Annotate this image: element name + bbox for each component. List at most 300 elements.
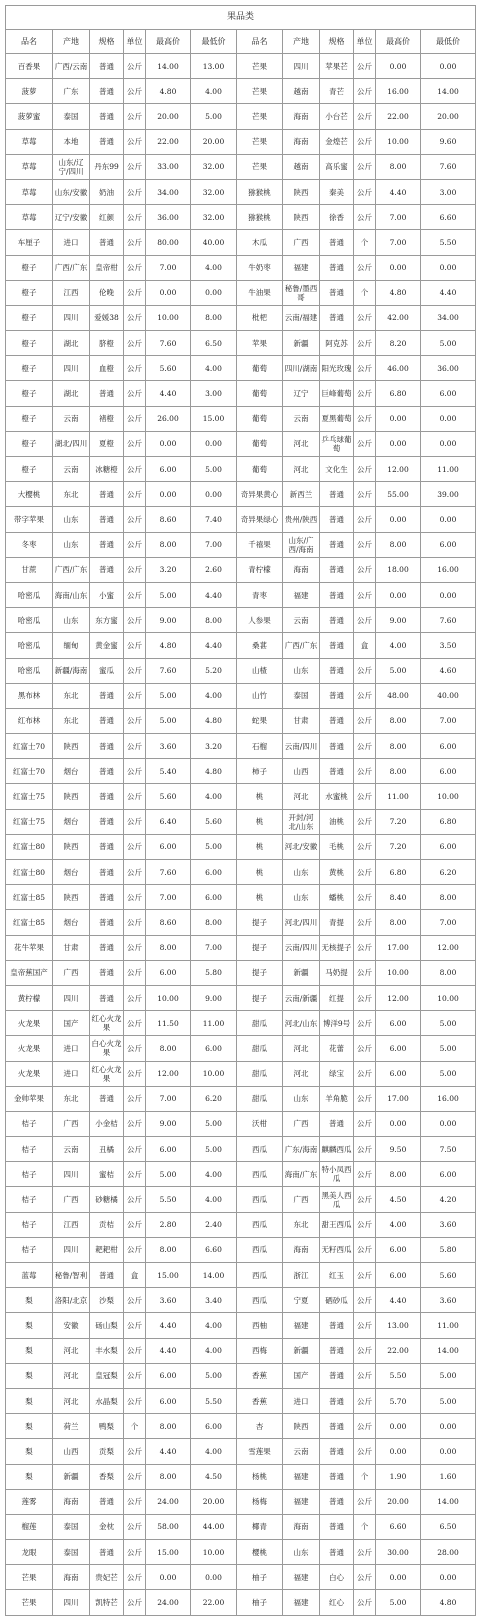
cell-min-price-left: 4.50 (191, 1464, 237, 1489)
cell-origin-right: 秘鲁/墨西哥 (283, 280, 320, 305)
cell-unit-right: 公斤 (354, 1414, 376, 1439)
table-row (6, 1086, 476, 1111)
cell-name-right: 桑葚 (237, 633, 283, 658)
cell-min-price-left: 15.00 (191, 406, 237, 431)
cell-spec-right: 无核提子 (320, 935, 354, 960)
cell-name-left: 菠萝 (6, 79, 53, 104)
cell-min-price-right: 5.00 (421, 1011, 476, 1036)
cell-name-right: 西瓜 (237, 1162, 283, 1187)
cell-name-left: 草莓 (6, 129, 53, 154)
cell-min-price-left: 5.60 (191, 809, 237, 834)
cell-unit-right: 个 (354, 230, 376, 255)
cell-spec-left: 沙梨 (90, 1288, 124, 1313)
cell-spec-right: 硒砂瓜 (320, 1288, 354, 1313)
cell-origin-right: 云南/福建 (283, 305, 320, 330)
cell-max-price-right: 17.00 (376, 1086, 421, 1111)
cell-spec-left: 普通 (90, 104, 124, 129)
cell-min-price-left: 8.00 (191, 910, 237, 935)
header-max-price-right: 最高价 (376, 30, 421, 54)
cell-spec-right: 秦美 (320, 179, 354, 204)
cell-unit-left: 公斤 (124, 1187, 146, 1212)
cell-spec-right: 文化生 (320, 457, 354, 482)
cell-origin-left: 广西 (53, 1187, 90, 1212)
table-row (6, 608, 476, 633)
cell-unit-right: 公斤 (354, 255, 376, 280)
header-name-right: 品名 (237, 30, 283, 54)
cell-min-price-right: 36.00 (421, 356, 476, 381)
cell-max-price-left: 4.40 (146, 1439, 191, 1464)
cell-min-price-right: 6.20 (421, 860, 476, 885)
cell-spec-right: 普通 (320, 1111, 354, 1136)
table-row (6, 1388, 476, 1413)
cell-unit-right: 公斤 (354, 557, 376, 582)
cell-name-left: 菠萝蜜 (6, 104, 53, 129)
cell-origin-left: 烟台 (53, 910, 90, 935)
cell-max-price-right: 46.00 (376, 356, 421, 381)
table-title: 果品类 (6, 6, 476, 30)
cell-name-right: 西瓜 (237, 1187, 283, 1212)
cell-origin-left: 海南/山东 (53, 582, 90, 607)
cell-spec-left: 普通 (90, 860, 124, 885)
cell-name-left: 红富士70 (6, 734, 53, 759)
cell-min-price-right: 16.00 (421, 1086, 476, 1111)
cell-unit-right: 公斤 (354, 1036, 376, 1061)
cell-spec-left: 红颜 (90, 205, 124, 230)
cell-name-right: 甜瓜 (237, 1086, 283, 1111)
cell-min-price-left: 4.00 (191, 1162, 237, 1187)
cell-spec-right: 绿宝 (320, 1061, 354, 1086)
cell-unit-left: 公斤 (124, 1489, 146, 1514)
cell-name-right: 雪莲果 (237, 1439, 283, 1464)
table-row (6, 1162, 476, 1187)
table-row (6, 1036, 476, 1061)
cell-min-price-left: 5.20 (191, 658, 237, 683)
cell-name-left: 红富士75 (6, 809, 53, 834)
cell-min-price-left: 4.00 (191, 255, 237, 280)
cell-spec-left: 普通 (90, 557, 124, 582)
cell-max-price-left: 12.00 (146, 1061, 191, 1086)
cell-spec-right: 甜王西瓜 (320, 1212, 354, 1237)
cell-spec-left: 褚橙 (90, 406, 124, 431)
cell-unit-left: 公斤 (124, 305, 146, 330)
table-row (6, 431, 476, 456)
cell-min-price-right: 11.00 (421, 457, 476, 482)
header-row (6, 30, 476, 54)
cell-min-price-right: 6.00 (421, 734, 476, 759)
header-name-left: 品名 (6, 30, 53, 54)
cell-spec-left: 普通 (90, 381, 124, 406)
cell-spec-left: 普通 (90, 834, 124, 859)
cell-unit-right: 公斤 (354, 860, 376, 885)
cell-name-right: 葡萄 (237, 356, 283, 381)
cell-max-price-left: 9.00 (146, 608, 191, 633)
cell-unit-right: 公斤 (354, 734, 376, 759)
cell-spec-left: 普通 (90, 129, 124, 154)
cell-max-price-left: 15.00 (146, 1263, 191, 1288)
cell-max-price-right: 0.00 (376, 431, 421, 456)
cell-min-price-left: 0.00 (191, 431, 237, 456)
cell-name-right: 沃柑 (237, 1111, 283, 1136)
cell-origin-right: 山西 (283, 759, 320, 784)
table-row (6, 708, 476, 733)
cell-unit-right: 个 (354, 1464, 376, 1489)
cell-name-right: 甜瓜 (237, 1036, 283, 1061)
cell-min-price-left: 6.00 (191, 1036, 237, 1061)
cell-origin-right: 福建 (283, 1464, 320, 1489)
cell-max-price-right: 0.00 (376, 1565, 421, 1590)
cell-origin-right: 云南 (283, 406, 320, 431)
cell-spec-left: 普通 (90, 734, 124, 759)
cell-min-price-right: 5.00 (421, 1363, 476, 1388)
cell-unit-left: 公斤 (124, 179, 146, 204)
cell-name-left: 冬枣 (6, 532, 53, 557)
cell-name-right: 柚子 (237, 1565, 283, 1590)
cell-spec-right: 普通 (320, 708, 354, 733)
cell-spec-right: 白心 (320, 1565, 354, 1590)
cell-min-price-right: 3.50 (421, 633, 476, 658)
cell-unit-left: 公斤 (124, 1212, 146, 1237)
cell-max-price-right: 5.00 (376, 1590, 421, 1615)
cell-max-price-right: 6.00 (376, 1036, 421, 1061)
cell-spec-right: 普通 (320, 1464, 354, 1489)
cell-name-right: 柚子 (237, 1590, 283, 1615)
cell-name-left: 黄柠檬 (6, 985, 53, 1010)
table-row (6, 734, 476, 759)
table-row (6, 658, 476, 683)
cell-min-price-left: 4.40 (191, 582, 237, 607)
table-row (6, 1237, 476, 1262)
cell-name-left: 桔子 (6, 1137, 53, 1162)
cell-origin-left: 进口 (53, 1061, 90, 1086)
cell-name-left: 桔子 (6, 1111, 53, 1136)
cell-name-left: 橙子 (6, 255, 53, 280)
table-row (6, 1212, 476, 1237)
cell-spec-right: 普通 (320, 255, 354, 280)
cell-origin-left: 河北 (53, 1363, 90, 1388)
cell-max-price-left: 6.00 (146, 1137, 191, 1162)
cell-spec-left: 皇帝柑 (90, 255, 124, 280)
header-origin-right: 产地 (283, 30, 320, 54)
cell-min-price-right: 0.00 (421, 54, 476, 79)
cell-origin-right: 河北/安徽 (283, 834, 320, 859)
cell-name-left: 车厘子 (6, 230, 53, 255)
cell-unit-right: 公斤 (354, 784, 376, 809)
cell-name-right: 木瓜 (237, 230, 283, 255)
cell-unit-right: 公斤 (354, 1313, 376, 1338)
cell-spec-left: 普通 (90, 759, 124, 784)
cell-unit-left: 公斤 (124, 557, 146, 582)
cell-unit-left: 公斤 (124, 154, 146, 179)
cell-min-price-right: 6.60 (421, 205, 476, 230)
cell-origin-left: 湖北/四川 (53, 431, 90, 456)
cell-name-left: 皇帝蕉国产 (6, 960, 53, 985)
cell-min-price-right: 5.80 (421, 1237, 476, 1262)
cell-max-price-right: 12.00 (376, 457, 421, 482)
cell-min-price-right: 3.60 (421, 1288, 476, 1313)
cell-spec-left: 普通 (90, 230, 124, 255)
cell-origin-left: 进口 (53, 1036, 90, 1061)
cell-min-price-left: 5.00 (191, 457, 237, 482)
cell-origin-left: 陕西 (53, 885, 90, 910)
cell-origin-left: 海南 (53, 1565, 90, 1590)
table-row (6, 104, 476, 129)
cell-min-price-right: 4.20 (421, 1187, 476, 1212)
cell-origin-right: 辽宁 (283, 381, 320, 406)
cell-min-price-left: 4.80 (191, 708, 237, 733)
cell-unit-right: 公斤 (354, 1162, 376, 1187)
cell-unit-left: 公斤 (124, 507, 146, 532)
cell-origin-left: 山东/辽宁/四川 (53, 154, 90, 179)
cell-origin-left: 江西 (53, 1212, 90, 1237)
cell-min-price-left: 5.80 (191, 960, 237, 985)
cell-name-right: 香蕉 (237, 1363, 283, 1388)
cell-min-price-right: 6.00 (421, 759, 476, 784)
cell-spec-left: 耙耙柑 (90, 1237, 124, 1262)
cell-max-price-right: 10.00 (376, 129, 421, 154)
cell-spec-left: 香梨 (90, 1464, 124, 1489)
table-row (6, 280, 476, 305)
cell-max-price-left: 36.00 (146, 205, 191, 230)
cell-unit-right: 公斤 (354, 431, 376, 456)
cell-name-right: 桃 (237, 885, 283, 910)
cell-min-price-right: 0.00 (421, 1565, 476, 1590)
cell-spec-right: 普通 (320, 1313, 354, 1338)
cell-min-price-right: 7.00 (421, 910, 476, 935)
cell-origin-left: 秘鲁/智利 (53, 1263, 90, 1288)
title-row (6, 6, 476, 30)
cell-min-price-left: 2.60 (191, 557, 237, 582)
cell-origin-right: 四川 (283, 54, 320, 79)
table-row (6, 809, 476, 834)
cell-origin-left: 山东 (53, 532, 90, 557)
table-row (6, 1540, 476, 1565)
cell-spec-left: 贡桔 (90, 1212, 124, 1237)
cell-unit-left: 公斤 (124, 331, 146, 356)
cell-name-right: 人参果 (237, 608, 283, 633)
cell-unit-right: 公斤 (354, 1288, 376, 1313)
cell-unit-right: 个 (354, 1514, 376, 1539)
cell-name-right: 西梅 (237, 1338, 283, 1363)
cell-min-price-left: 6.60 (191, 1237, 237, 1262)
cell-name-right: 西瓜 (237, 1288, 283, 1313)
cell-min-price-left: 20.00 (191, 129, 237, 154)
table-row (6, 54, 476, 79)
cell-max-price-right: 8.00 (376, 1162, 421, 1187)
cell-min-price-left: 13.00 (191, 54, 237, 79)
cell-name-left: 梨 (6, 1313, 53, 1338)
cell-max-price-right: 0.00 (376, 1414, 421, 1439)
cell-max-price-left: 5.60 (146, 356, 191, 381)
cell-name-left: 芒果 (6, 1590, 53, 1615)
cell-min-price-left: 22.00 (191, 1590, 237, 1615)
cell-max-price-left: 6.00 (146, 1363, 191, 1388)
cell-unit-right: 公斤 (354, 1061, 376, 1086)
cell-spec-left: 普通 (90, 1086, 124, 1111)
cell-max-price-left: 5.40 (146, 759, 191, 784)
cell-origin-left: 四川 (53, 356, 90, 381)
cell-spec-left: 普通 (90, 79, 124, 104)
table-row (6, 79, 476, 104)
cell-name-left: 橙子 (6, 280, 53, 305)
cell-unit-left: 公斤 (124, 482, 146, 507)
cell-min-price-left: 3.20 (191, 734, 237, 759)
cell-min-price-left: 4.00 (191, 356, 237, 381)
cell-unit-left: 公斤 (124, 230, 146, 255)
cell-unit-right: 公斤 (354, 482, 376, 507)
header-min-price-left: 最低价 (191, 30, 237, 54)
cell-spec-left: 普通 (90, 885, 124, 910)
cell-origin-left: 河北 (53, 1388, 90, 1413)
cell-spec-right: 普通 (320, 280, 354, 305)
cell-origin-right: 国产 (283, 1363, 320, 1388)
cell-name-left: 橙子 (6, 331, 53, 356)
cell-spec-left: 夏橙 (90, 431, 124, 456)
cell-unit-right: 公斤 (354, 381, 376, 406)
cell-origin-right: 福建 (283, 1565, 320, 1590)
cell-min-price-left: 4.00 (191, 1187, 237, 1212)
cell-unit-left: 公斤 (124, 1363, 146, 1388)
cell-min-price-right: 6.00 (421, 381, 476, 406)
cell-max-price-left: 10.00 (146, 985, 191, 1010)
cell-min-price-left: 0.00 (191, 280, 237, 305)
cell-min-price-left: 44.00 (191, 1514, 237, 1539)
cell-min-price-left: 4.00 (191, 784, 237, 809)
cell-min-price-left: 3.00 (191, 381, 237, 406)
cell-min-price-right: 8.00 (421, 960, 476, 985)
cell-name-right: 甜瓜 (237, 1011, 283, 1036)
cell-max-price-left: 4.40 (146, 1313, 191, 1338)
cell-origin-right: 越南 (283, 79, 320, 104)
cell-min-price-left: 4.00 (191, 1439, 237, 1464)
cell-max-price-right: 6.00 (376, 1011, 421, 1036)
cell-unit-left: 公斤 (124, 1464, 146, 1489)
table-row (6, 1489, 476, 1514)
cell-max-price-right: 7.20 (376, 809, 421, 834)
cell-spec-left: 蜜桔 (90, 1162, 124, 1187)
cell-origin-left: 安徽 (53, 1313, 90, 1338)
cell-name-left: 哈密瓜 (6, 582, 53, 607)
cell-spec-left: 普通 (90, 1263, 124, 1288)
cell-max-price-right: 6.00 (376, 1237, 421, 1262)
cell-spec-right: 普通 (320, 557, 354, 582)
cell-max-price-left: 0.00 (146, 280, 191, 305)
cell-unit-left: 个 (124, 1414, 146, 1439)
cell-name-left: 红富士80 (6, 834, 53, 859)
table-row (6, 582, 476, 607)
cell-unit-left: 公斤 (124, 255, 146, 280)
cell-spec-right: 普通 (320, 1514, 354, 1539)
cell-spec-left: 丰水梨 (90, 1338, 124, 1363)
cell-unit-left: 公斤 (124, 457, 146, 482)
cell-unit-left: 公斤 (124, 205, 146, 230)
cell-min-price-left: 10.00 (191, 1540, 237, 1565)
cell-spec-left: 普通 (90, 1540, 124, 1565)
cell-unit-left: 公斤 (124, 734, 146, 759)
table-row (6, 129, 476, 154)
cell-unit-right: 盒 (354, 633, 376, 658)
cell-max-price-left: 6.00 (146, 1388, 191, 1413)
cell-origin-left: 四川 (53, 1162, 90, 1187)
cell-name-left: 梨 (6, 1464, 53, 1489)
cell-spec-right: 蟠桃 (320, 885, 354, 910)
cell-origin-left: 山东/安徽 (53, 179, 90, 204)
cell-min-price-left: 14.00 (191, 1263, 237, 1288)
cell-name-left: 芒果 (6, 1565, 53, 1590)
cell-min-price-left: 32.00 (191, 154, 237, 179)
cell-name-right: 山楂 (237, 658, 283, 683)
cell-spec-right: 普通 (320, 1439, 354, 1464)
cell-min-price-left: 7.00 (191, 935, 237, 960)
cell-max-price-left: 4.80 (146, 633, 191, 658)
cell-max-price-right: 5.50 (376, 1363, 421, 1388)
cell-spec-left: 蜜瓜 (90, 658, 124, 683)
cell-origin-left: 云南 (53, 457, 90, 482)
cell-spec-right: 普通 (320, 230, 354, 255)
cell-max-price-right: 0.00 (376, 54, 421, 79)
cell-name-left: 桔子 (6, 1162, 53, 1187)
cell-spec-left: 伦晚 (90, 280, 124, 305)
cell-min-price-right: 6.00 (421, 532, 476, 557)
cell-name-right: 提子 (237, 960, 283, 985)
cell-unit-right: 公斤 (354, 507, 376, 532)
cell-max-price-right: 4.00 (376, 1212, 421, 1237)
cell-unit-left: 公斤 (124, 1338, 146, 1363)
cell-unit-left: 公斤 (124, 532, 146, 557)
cell-unit-left: 公斤 (124, 834, 146, 859)
cell-name-right: 猕猴桃 (237, 179, 283, 204)
cell-unit-left: 公斤 (124, 935, 146, 960)
table-row (6, 381, 476, 406)
cell-origin-left: 烟台 (53, 860, 90, 885)
cell-unit-left: 公斤 (124, 1111, 146, 1136)
cell-min-price-right: 3.00 (421, 179, 476, 204)
cell-name-left: 梨 (6, 1338, 53, 1363)
cell-unit-right: 公斤 (354, 1388, 376, 1413)
cell-unit-right: 公斤 (354, 809, 376, 834)
cell-name-right: 苹果 (237, 331, 283, 356)
cell-unit-left: 公斤 (124, 683, 146, 708)
cell-max-price-right: 4.00 (376, 633, 421, 658)
cell-unit-right: 公斤 (354, 1011, 376, 1036)
cell-name-right: 西柚 (237, 1313, 283, 1338)
cell-name-left: 梨 (6, 1439, 53, 1464)
cell-min-price-right: 16.00 (421, 557, 476, 582)
cell-min-price-right: 5.50 (421, 230, 476, 255)
cell-spec-right: 油桃 (320, 809, 354, 834)
cell-spec-left: 普通 (90, 784, 124, 809)
cell-origin-right: 福建 (283, 582, 320, 607)
cell-name-left: 红富士70 (6, 759, 53, 784)
table-row (6, 179, 476, 204)
cell-origin-left: 四川 (53, 1590, 90, 1615)
cell-name-right: 西瓜 (237, 1137, 283, 1162)
cell-min-price-right: 5.00 (421, 1388, 476, 1413)
cell-name-left: 红富士80 (6, 860, 53, 885)
cell-name-left: 草莓 (6, 205, 53, 230)
cell-min-price-right: 9.60 (421, 129, 476, 154)
cell-min-price-right: 34.00 (421, 305, 476, 330)
header-min-price-right: 最低价 (421, 30, 476, 54)
cell-min-price-left: 4.40 (191, 633, 237, 658)
cell-min-price-left: 0.00 (191, 1565, 237, 1590)
cell-min-price-right: 28.00 (421, 1540, 476, 1565)
cell-unit-right: 公斤 (354, 1137, 376, 1162)
cell-min-price-right: 4.40 (421, 280, 476, 305)
cell-max-price-left: 8.00 (146, 1036, 191, 1061)
cell-min-price-left: 6.00 (191, 885, 237, 910)
cell-spec-left: 爱媛38 (90, 305, 124, 330)
cell-origin-right: 河北 (283, 431, 320, 456)
